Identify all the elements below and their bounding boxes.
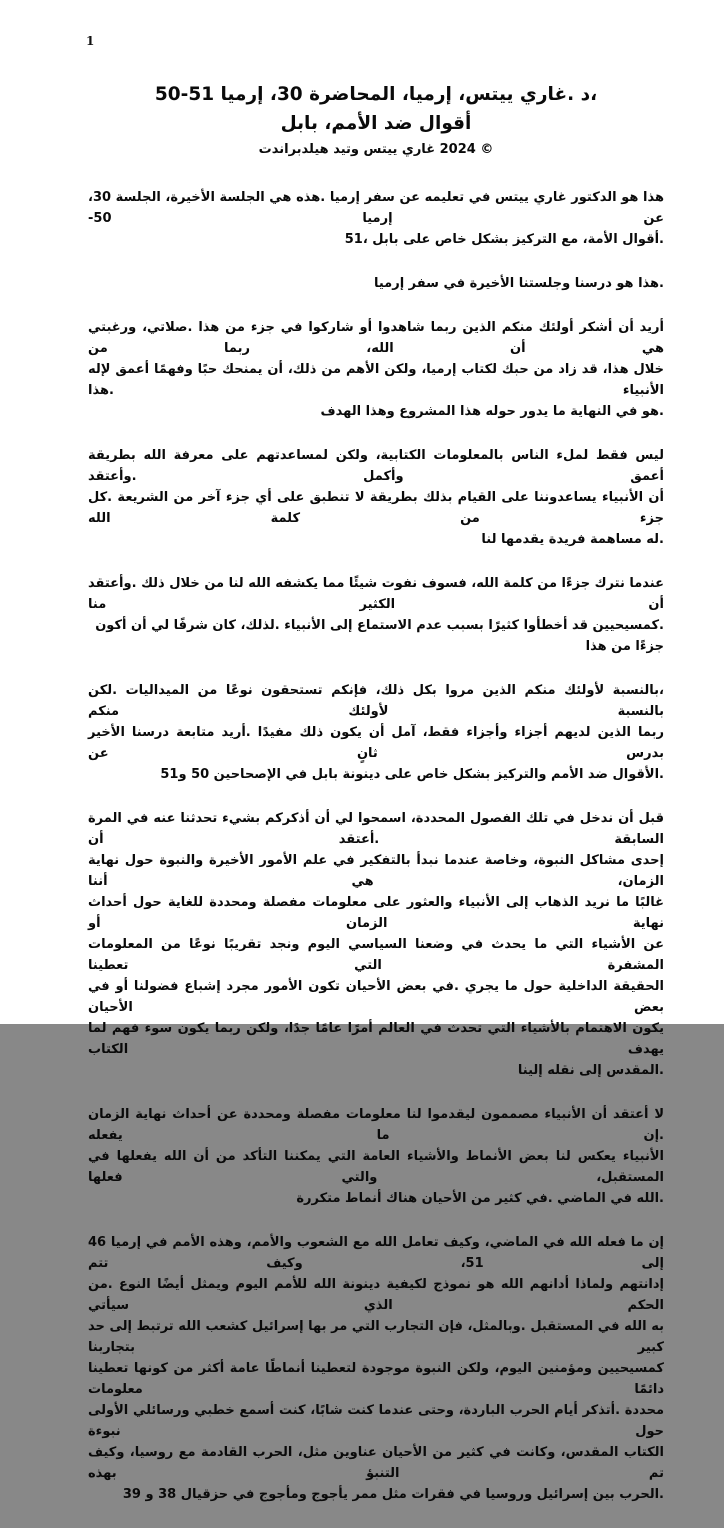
text-line: .له مساهمة فريدة يقدمها لنا xyxy=(481,532,664,547)
text-line: .كمسيحيين قد أخطأوا كثيرًا بسبب عدم الاستماع إلى الأنبياء .لذلك، كان شرفًا لي أن أكون جزءًا من هذا xyxy=(95,618,664,654)
paragraph xyxy=(88,445,664,550)
page-number: 1 xyxy=(86,34,95,48)
text-line: لا أعتقد أن الأنبياء مصممون ليقدموا لنا معلومات مفصلة ومحددة عن أحداث نهاية الزمان .إن ما يفعله xyxy=(88,1107,664,1143)
text-line: إدانتهم ولماذا أدانهم الله هو نموذج لكيفية دينونة الله للأمم اليوم ويمثل أيضًا النوع .من الحكم الذي سيأتي xyxy=(88,1277,664,1313)
text-line: إن ما فعله الله في الماضي، وكيف تعامل الله مع الشعوب والأمم، وهذه الأمم في إرميا 46 إلى 51، وكيف تتم xyxy=(88,1235,664,1271)
text-line: محددة .أتذكر أيام الحرب الباردة، وحتى عندما كنت شابًا، كنت أسمع خطبي ورسائلي الأولى حول نبوءة xyxy=(88,1403,664,1439)
text-line: أريد أن أشكر أولئك منكم الذين ربما شاهدوا أو شاركوا في جزء من هذا .صلاتي، ورغبتي هي أن الله، ربما من xyxy=(88,320,664,356)
document-content xyxy=(88,80,664,1528)
text-line: قبل أن ندخل في تلك الفصول المحددة، اسمحوا لي أن أذكركم بشيء تحدثنا عنه في المرة السابقة .أعتقد أن xyxy=(88,811,664,847)
paragraph xyxy=(88,317,664,422)
text-line: إحدى مشاكل النبوة، وخاصة عندما نبدأ بالتفكير في علم الأمور الأخيرة والنبوة حول نهاية الزمان، هي أننا xyxy=(88,853,664,889)
text-line: .الله في الماضي .في كثير من الأحيان هناك أنماط متكررة xyxy=(296,1191,664,1206)
paragraph xyxy=(88,187,664,250)
text-line: .هذا هو درسنا وجلستنا الأخيرة في سفر إرميا xyxy=(373,276,664,291)
text-line: غالبًا ما نريد الذهاب إلى الأنبياء والعثور على معلومات مفصلة ومحددة للغاية حول أحداث نهاية الزمان أو xyxy=(88,895,664,931)
paragraphs xyxy=(88,187,664,1505)
text-line: أن الأنبياء يساعدوننا على القيام بذلك بطريقة لا تنطبق على أي جزء آخر من الشريعة .كل جزء من كلمة الله xyxy=(88,490,664,526)
text-line: .الأقوال ضد الأمم والتركيز بشكل خاص على دينونة بابل في الإصحاحين 50 و51 xyxy=(160,767,664,782)
text-line: هذا هو الدكتور غاري ييتس في تعليمه عن سفر إرميا .هذه هي الجلسة الأخيرة، الجلسة 30، عن إرميا 50- xyxy=(88,190,664,226)
text-line: خلال هذا، قد زاد من حبك لكتاب إرميا، ولكن الأهم من ذلك، أن يمنحك حبًا وفهمًا أعمق لإله الأنبياء .هذا xyxy=(88,362,664,398)
paragraph xyxy=(88,808,664,1081)
document-title-line1: ،د .غاري ييتس، إرميا، المحاضرة 30، إرميا 51-50 xyxy=(154,84,598,105)
text-line: الكتاب المقدس، وكانت في كثير من الأحيان عناوين مثل، الحرب القادمة مع روسيا، وكيف تم التنبؤ بهذه xyxy=(88,1445,664,1481)
text-line: عندما نترك جزءًا من كلمة الله، فسوف نفوت شيئًا مما يكشفه الله لنا من خلال ذلك .وأعتقد أن الكثير منا xyxy=(88,576,664,612)
text-line: ربما الذين لديهم أجزاء وأجزاء فقط، آمل أن يكون ذلك مفيدًا .أريد متابعة درسنا الأخير بدرس ثانٍ عن xyxy=(88,725,664,761)
paragraph xyxy=(88,680,664,785)
text-line: ،بالنسبة لأولئك منكم الذين مروا بكل ذلك، فإنكم تستحقون نوعًا من الميداليات .لكن بالنسبة لأولئك منكم xyxy=(88,683,664,719)
text-line: كمسيحيين ومؤمنين اليوم، ولكن النبوة موجودة لتعطينا أنماطًا عامة أكثر من كونها تعطينا دائمًا معلومات xyxy=(88,1361,664,1397)
text-line: الأنبياء يعكس لنا بعض الأنماط والأشياء العامة التي يمكننا التأكد من أن الله يفعلها في المستقبل، والتي فعلها xyxy=(88,1149,664,1185)
text-line: عن الأشياء التي ما يحدث في وضعنا السياسي اليوم ونجد تقريبًا نوعًا من المعلومات المشفرة التي تعطينا xyxy=(88,937,664,973)
text-line: الحقيقة الداخلية حول ما يجري .في بعض الأحيان تكون الأمور مجرد إشباع فضولنا أو في بعض الأحيان xyxy=(88,979,664,1015)
paragraph xyxy=(88,1232,664,1505)
paragraph xyxy=(88,273,664,294)
text-line: .أقوال الأمة، مع التركيز بشكل خاص على بابل ،51 xyxy=(344,232,664,247)
text-line: .الحرب بين إسرائيل وروسيا في فقرات مثل ممر يأجوج ومأجوج في حزقيال 38 و 39 xyxy=(122,1487,664,1502)
paragraph xyxy=(88,573,664,657)
text-line: يكون الاهتمام بالأشياء التي تحدث في العالم أمرًا عامًا جدًا، ولكن ربما يكون سوء فهم لما يهدف الكتاب xyxy=(88,1021,664,1057)
text-line: به الله في المستقبل .وبالمثل، فإن التجارب التي مر بها إسرائيل كشعب الله ترتبط إلى حد كبير بتجاربنا xyxy=(88,1319,664,1355)
copyright-line: © 2024 غاري ييتس وتيد هيلدبراندت xyxy=(258,142,494,157)
paragraph xyxy=(88,1104,664,1209)
text-line: .هو في النهاية ما يدور حوله هذا المشروع وهذا الهدف xyxy=(320,404,664,419)
text-line: .المقدس إلى نقله إلينا xyxy=(517,1063,664,1078)
text-line: ليس فقط لملء الناس بالمعلومات الكتابية، ولكن لمساعدتهم على معرفة الله بطريقة أعمق وأكمل .وأعتقد xyxy=(88,448,664,484)
document-title-line2: أقوال ضد الأمم، بابل xyxy=(280,113,472,134)
